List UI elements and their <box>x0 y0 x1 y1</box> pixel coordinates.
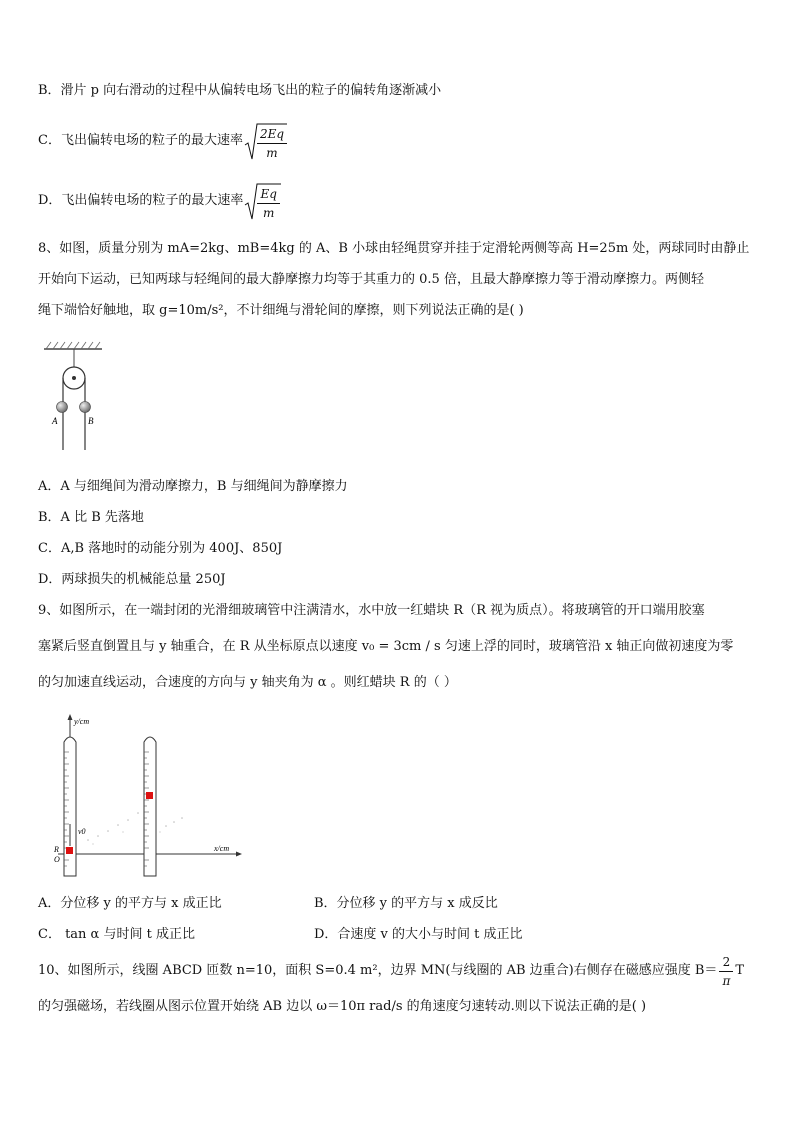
q10-stem-line-1-text: 10、如图所示，线圈 ABCD 匝数 n=10，面积 S=0.4 m²，边界 MN(与线圈的 AB 边重合)右侧存在磁感应强度 B＝ <box>38 963 718 978</box>
q10-stem-line-1 <box>38 953 744 989</box>
red-block-start <box>66 847 73 854</box>
q7-option-d-text: D．飞出偏转电场的粒子的最大速率 <box>38 193 244 208</box>
v0-label: v0 <box>78 827 86 836</box>
red-block-moved <box>146 792 153 799</box>
ball-a-label: A <box>52 416 58 426</box>
q8-option-a: A．A 与细绳间为滑动摩擦力，B 与细绳间为静摩擦力 <box>38 479 348 494</box>
q9-stem-line-2: 塞紧后竖直倒置且与 y 轴重合，在 R 从坐标原点以速度 v₀ = 3cm / s 匀速上浮的同时，玻璃管沿 x 轴正向做初速度为零 <box>38 639 734 654</box>
q8-stem-line-2: 开始向下运动，已知两球与轻绳间的最大静摩擦力均等于其重力的 0.5 倍，且最大静摩擦力等于滑动摩擦力。两侧轻 <box>38 272 704 287</box>
fraction-numerator: 2 <box>719 953 733 972</box>
fraction-numerator: 2Eq <box>257 125 287 144</box>
b-field-unit: T <box>735 963 744 978</box>
ball-a <box>57 402 68 413</box>
q9-option-c: C． tan α 与时间 t 成正比 <box>38 927 195 942</box>
q8-option-c: C．A,B 落地时的动能分别为 400J、850J <box>38 541 283 556</box>
q7-option-d <box>38 180 277 222</box>
x-axis-label: x/cm <box>214 844 230 853</box>
y-axis-label: y/cm <box>74 717 90 726</box>
b-field-fraction <box>719 953 733 990</box>
ball-b <box>80 402 91 413</box>
r-label: R <box>54 845 59 854</box>
glass-tube-figure <box>48 712 248 880</box>
q7-option-c <box>38 120 285 162</box>
q8-option-b: B．A 比 B 先落地 <box>38 510 144 525</box>
q9-option-a: A．分位移 y 的平方与 x 成正比 <box>38 896 222 911</box>
q8-stem-line-3: 绳下端恰好触地，取 g=10m/s²，不计细绳与滑轮间的摩擦，则下列说法正确的是( ) <box>38 303 524 318</box>
q9-stem-line-3: 的匀加速直线运动，合速度的方向与 y 轴夹角为 α 。则红蜡块 R 的（ ） <box>38 675 457 690</box>
fraction-denominator: m <box>262 206 275 220</box>
fraction-denominator: π <box>722 973 731 988</box>
ball-b-label: B <box>88 416 94 426</box>
q7-option-b: B．滑片 p 向右滑动的过程中从偏转电场飞出的粒子的偏转角逐渐减小 <box>38 83 442 98</box>
fraction-denominator: m <box>266 146 278 160</box>
q10-stem-line-2: 的匀强磁场，若线圈从图示位置开始绕 AB 边以 ω＝10π rad/s 的角速度匀速转动.则以下说法正确的是( ) <box>38 999 647 1014</box>
origin-label: O <box>54 855 60 864</box>
fraction-numerator: Eq <box>257 185 279 204</box>
q7-option-c-text: C．飞出偏转电场的粒子的最大速率 <box>38 133 243 148</box>
q9-option-b: B．分位移 y 的平方与 x 成反比 <box>314 896 498 911</box>
pulley-figure <box>40 340 110 455</box>
q8-option-d: D．两球损失的机械能总量 250J <box>38 572 226 587</box>
q9-stem-line-1: 9、如图所示，在一端封闭的光滑细玻璃管中注满清水，水中放一红蜡块 R（R 视为质点）。将玻璃管的开口端用胶塞 <box>38 603 705 618</box>
q9-option-d: D．合速度 v 的大小与时间 t 成正比 <box>314 927 523 942</box>
q8-stem-line-1: 8、如图，质量分别为 mA=2kg、mB=4kg 的 A、B 小球由轻绳贯穿并挂于定滑轮两侧等高 H=25m 处，两球同时由静止 <box>38 241 750 256</box>
